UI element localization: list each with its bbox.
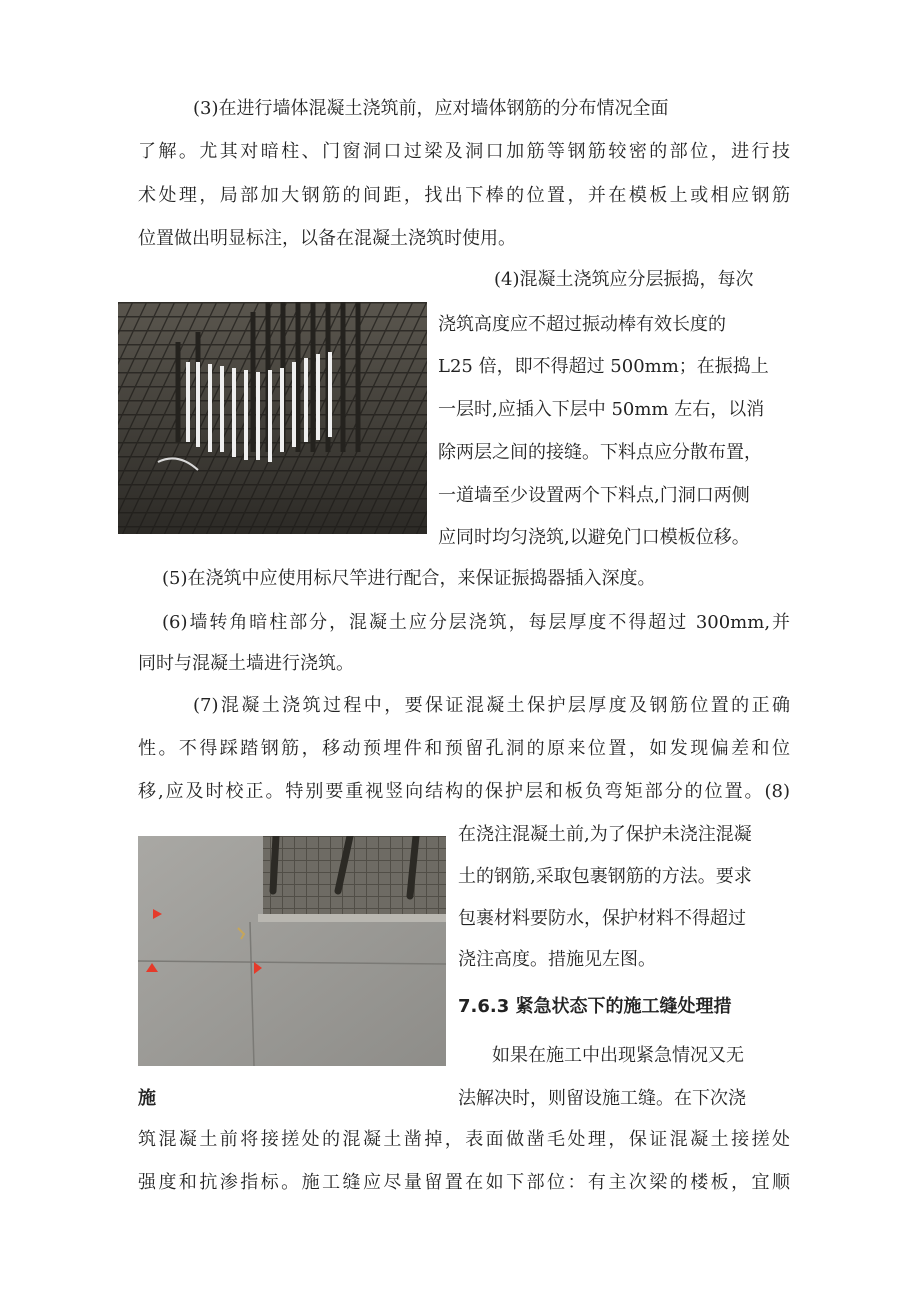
p8-line2: 土的钢筋,采取包裹钢筋的方法。要求 (458, 866, 752, 887)
p4-line6: 一道墙至少设置两个下料点,门洞口两侧 (438, 485, 750, 506)
p7-line3: 移,应及时校正。特别要重视竖向结构的保护层和板负弯矩部分的位置。(8) (138, 781, 790, 802)
p4-line1: (4)混凝土浇筑应分层振捣，每次 (494, 269, 754, 290)
p3-line4: 位置做出明显标注，以备在混凝土浇筑时使用。 (138, 228, 516, 249)
p5-line1: (5)在浇筑中应使用标尺竿进行配合，来保证振捣器插入深度。 (162, 568, 656, 589)
p3-line1: (3)在进行墙体混凝土浇筑前，应对墙体钢筋的分布情况全面 (193, 98, 669, 119)
rebar-cage-photo (118, 302, 427, 534)
p9-line2: 法解决时，则留设施工缝。在下次浇 (458, 1088, 746, 1109)
p6-line1: (6)墙转角暗柱部分，混凝土应分层浇筑，每层厚度不得超过 300mm,并 (162, 612, 790, 633)
p7-line2: 性。不得踩踏钢筋，移动预埋件和预留孔洞的原来位置，如发现偏差和位 (138, 738, 790, 759)
p8-line1: 在浇注混凝土前,为了保护未浇注混凝 (458, 824, 752, 845)
p4-line5: 除两层之间的接缝。下料点应分散布置， (438, 442, 762, 463)
p4-line7: 应同时均匀浇筑,以避免门口模板位移。 (438, 527, 750, 548)
p4-line4: 一层时,应插入下层中 50mm 左右，以消 (438, 399, 765, 420)
wrapped-rebar-photo (138, 836, 446, 1066)
p9-line4: 强度和抗渗指标。施工缝应尽量留置在如下部位：有主次梁的楼板，宜顺 (138, 1172, 790, 1193)
p3-line2: 了解。尤其对暗柱、门窗洞口过梁及洞口加筋等钢筋较密的部位，进行技 (138, 141, 790, 162)
p9-line3: 筑混凝土前将接搓处的混凝土凿掉，表面做凿毛处理，保证混凝土接搓处 (138, 1129, 790, 1150)
p3-line3: 术处理，局部加大钢筋的间距，找出下棒的位置，并在模板上或相应钢筋 (138, 185, 790, 206)
p8-line3: 包裹材料要防水，保护材料不得超过 (458, 908, 746, 929)
p4-line2: 浇筑高度应不超过振动棒有效长度的 (438, 314, 726, 335)
p4-line3: L25 倍，即不得超过 500mm；在振捣上 (438, 356, 769, 377)
p9-line1: 如果在施工中出现紧急情况又无 (492, 1045, 744, 1066)
p6-line2: 同时与混凝土墙进行浇筑。 (138, 653, 354, 674)
p7-line1: (7)混凝土浇筑过程中，要保证混凝土保护层厚度及钢筋位置的正确 (193, 695, 790, 716)
section-heading-cont: 施 (138, 1088, 156, 1109)
section-heading: 7.6.3 紧急状态下的施工缝处理措 (458, 996, 732, 1017)
p8-line4: 浇注高度。措施见左图。 (458, 949, 656, 970)
